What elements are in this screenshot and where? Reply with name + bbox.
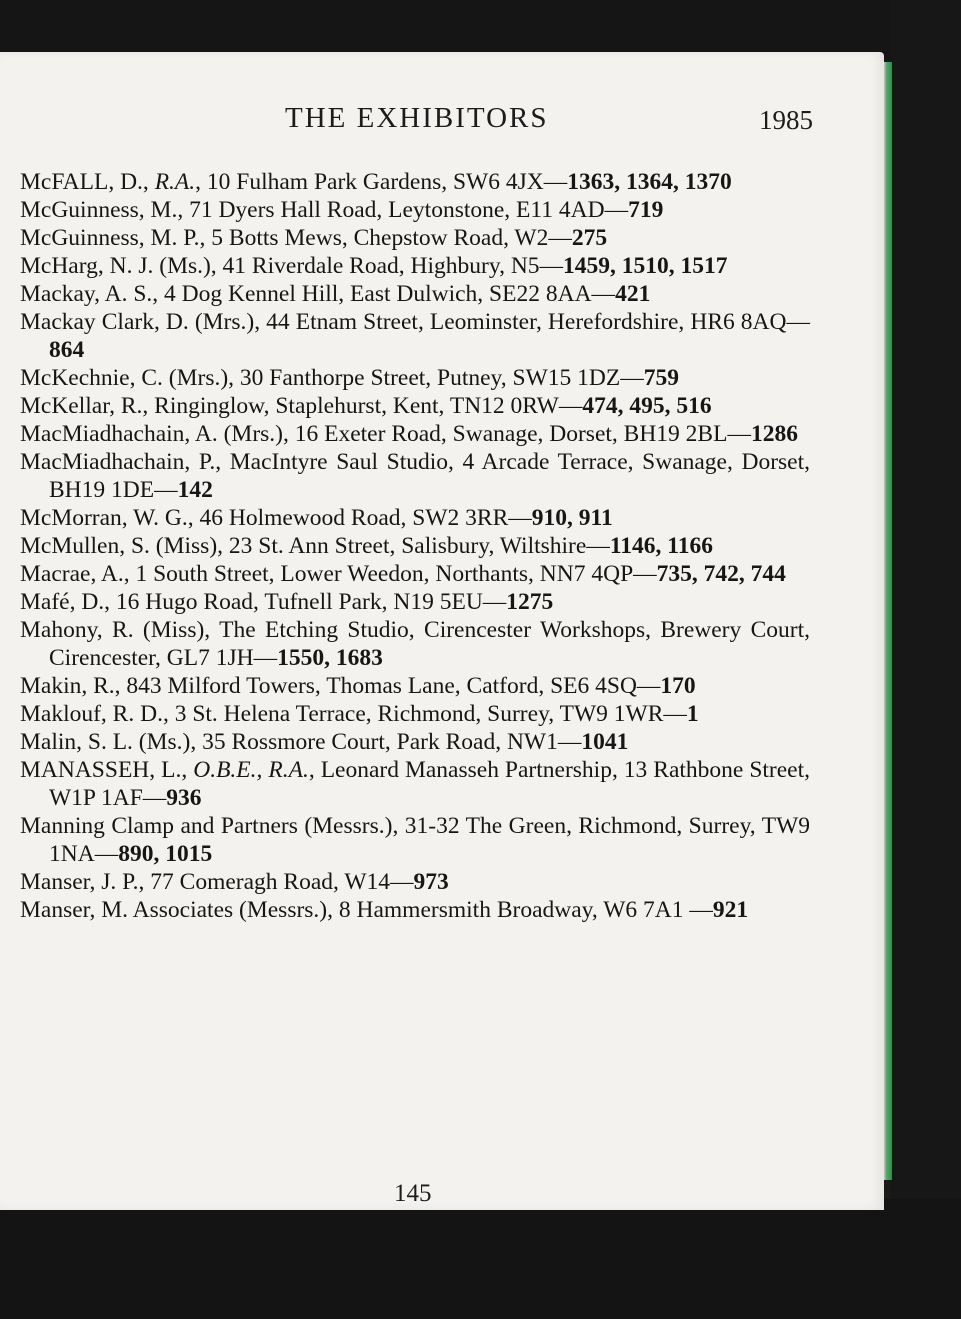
exhibitor-entry xyxy=(20,224,810,252)
entry-catalogue-numbers: 275 xyxy=(571,225,608,251)
entry-catalogue-numbers: 474, 495, 516 xyxy=(582,393,712,419)
exhibitor-entry xyxy=(20,896,810,924)
exhibitor-entry xyxy=(20,868,810,896)
entry-address: Macrae, A., 1 South Street, Lower Weedon, Northants, NN7 4QP— xyxy=(20,561,657,587)
entry-catalogue-numbers: 719 xyxy=(628,197,664,223)
entry-address: Malin, S. L. (Ms.), 35 Rossmore Court, Park Road, NW1— xyxy=(20,729,582,755)
exhibitor-entry xyxy=(20,196,810,224)
entry-address: McMullen, S. (Miss), 23 St. Ann Street, Salisbury, Wiltshire— xyxy=(20,533,610,559)
entry-honours: O.B.E., R.A. xyxy=(193,757,309,783)
entry-name: McFALL, D., xyxy=(20,169,155,195)
exhibitor-list xyxy=(20,168,810,924)
exhibitor-entry xyxy=(20,504,810,532)
entry-address: Manning Clamp and Partners (Messrs.), 31-32 The Green, Richmond, Surrey, TW9 1NA— xyxy=(20,813,810,867)
entry-address: MacMiadhachain, A. (Mrs.), 16 Exeter Road, Swanage, Dorset, BH19 2BL— xyxy=(20,421,751,447)
running-header-year: 1985 xyxy=(759,105,813,135)
entry-address: McGuinness, M., 71 Dyers Hall Road, Leytonstone, E11 4AD— xyxy=(20,197,629,223)
exhibitor-entry xyxy=(20,448,810,504)
exhibitor-entry xyxy=(20,308,810,364)
exhibitor-entry xyxy=(20,532,810,560)
exhibitor-entry xyxy=(20,280,810,308)
entry-address: Manser, M. Associates (Messrs.), 8 Hammersmith Broadway, W6 7A1 — xyxy=(20,897,713,923)
entry-catalogue-numbers: 1459, 1510, 1517 xyxy=(563,253,728,279)
scan-background-bottom xyxy=(0,1199,961,1319)
entry-catalogue-numbers: 910, 911 xyxy=(531,505,613,531)
exhibitor-entry xyxy=(20,364,810,392)
exhibitor-entry xyxy=(20,168,810,196)
entry-catalogue-numbers: 735, 742, 744 xyxy=(656,561,786,587)
exhibitor-entry xyxy=(20,700,810,728)
entry-catalogue-numbers: 142 xyxy=(177,477,213,503)
entry-address: McGuinness, M. P., 5 Botts Mews, Chepstow Road, W2— xyxy=(20,225,572,251)
entry-catalogue-numbers: 1550, 1683 xyxy=(277,645,383,671)
exhibitor-entry xyxy=(20,728,810,756)
exhibitor-entry xyxy=(20,756,810,812)
exhibitor-entry xyxy=(20,588,810,616)
entry-address: , Leonard Manasseh Partnership, 13 Rathbone Street, W1P 1AF— xyxy=(49,757,811,811)
entry-address: MacMiadhachain, P., MacIntyre Saul Studio, 4 Arcade Terrace, Swanage, Dorset, BH19 1DE— xyxy=(20,449,810,503)
page-number: 145 xyxy=(394,1180,432,1207)
entry-catalogue-numbers: 921 xyxy=(712,897,749,923)
running-header-title: THE EXHIBITORS xyxy=(285,102,549,134)
scan-background-right xyxy=(891,0,961,1319)
exhibitor-entry xyxy=(20,672,810,700)
entry-address: McKellar, R., Ringinglow, Staplehurst, Kent, TN12 0RW— xyxy=(20,393,583,419)
exhibitor-entry xyxy=(20,252,810,280)
entry-address: Mackay Clark, D. (Mrs.), 44 Etnam Street, Leominster, Herefordshire, HR6 8AQ— xyxy=(20,309,810,335)
entry-catalogue-numbers: 1 xyxy=(686,701,699,727)
entry-address: Maklouf, R. D., 3 St. Helena Terrace, Richmond, Surrey, TW9 1WR— xyxy=(20,701,687,727)
entry-address: McHarg, N. J. (Ms.), 41 Riverdale Road, Highbury, N5— xyxy=(20,253,564,279)
exhibitor-entry xyxy=(20,560,810,588)
entry-catalogue-numbers: 1146, 1166 xyxy=(609,533,713,559)
entry-catalogue-numbers: 1363, 1364, 1370 xyxy=(567,169,732,195)
exhibitor-entry xyxy=(20,420,810,448)
entry-address: McKechnie, C. (Mrs.), 30 Fanthorpe Street, Putney, SW15 1DZ— xyxy=(20,365,644,391)
entry-address: Mackay, A. S., 4 Dog Kennel Hill, East Dulwich, SE22 8AA— xyxy=(20,281,616,307)
exhibitor-entry xyxy=(20,392,810,420)
entry-address: Mafé, D., 16 Hugo Road, Tufnell Park, N19 5EU— xyxy=(20,589,507,615)
entry-catalogue-numbers: 864 xyxy=(49,337,85,363)
entry-name: MANASSEH, L., xyxy=(20,757,194,783)
entry-address: Makin, R., 843 Milford Towers, Thomas Lane, Catford, SE6 4SQ— xyxy=(20,673,661,699)
entry-address: Mahony, R. (Miss), The Etching Studio, Cirencester Workshops, Brewery Court, Cirencester, GL7 1JH— xyxy=(20,617,810,671)
scan-background-top xyxy=(0,0,961,60)
entry-catalogue-numbers: 973 xyxy=(413,869,449,895)
entry-catalogue-numbers: 759 xyxy=(643,365,679,391)
entry-catalogue-numbers: 1275 xyxy=(506,589,554,615)
entry-address: Manser, J. P., 77 Comeragh Road, W14— xyxy=(20,869,414,895)
entry-catalogue-numbers: 170 xyxy=(660,673,696,699)
entry-address: McMorran, W. G., 46 Holmewood Road, SW2 3RR— xyxy=(20,505,532,531)
exhibitor-entry xyxy=(20,812,810,868)
exhibitor-entry xyxy=(20,616,810,672)
entry-honours: R.A. xyxy=(154,169,196,195)
entry-catalogue-numbers: 1041 xyxy=(581,729,629,755)
book-page xyxy=(0,52,884,1210)
entry-catalogue-numbers: 890, 1015 xyxy=(118,841,213,867)
entry-address: , 10 Fulham Park Gardens, SW6 4JX— xyxy=(195,169,568,195)
entry-catalogue-numbers: 936 xyxy=(166,785,202,811)
entry-catalogue-numbers: 1286 xyxy=(750,421,798,447)
entry-catalogue-numbers: 421 xyxy=(615,281,651,307)
